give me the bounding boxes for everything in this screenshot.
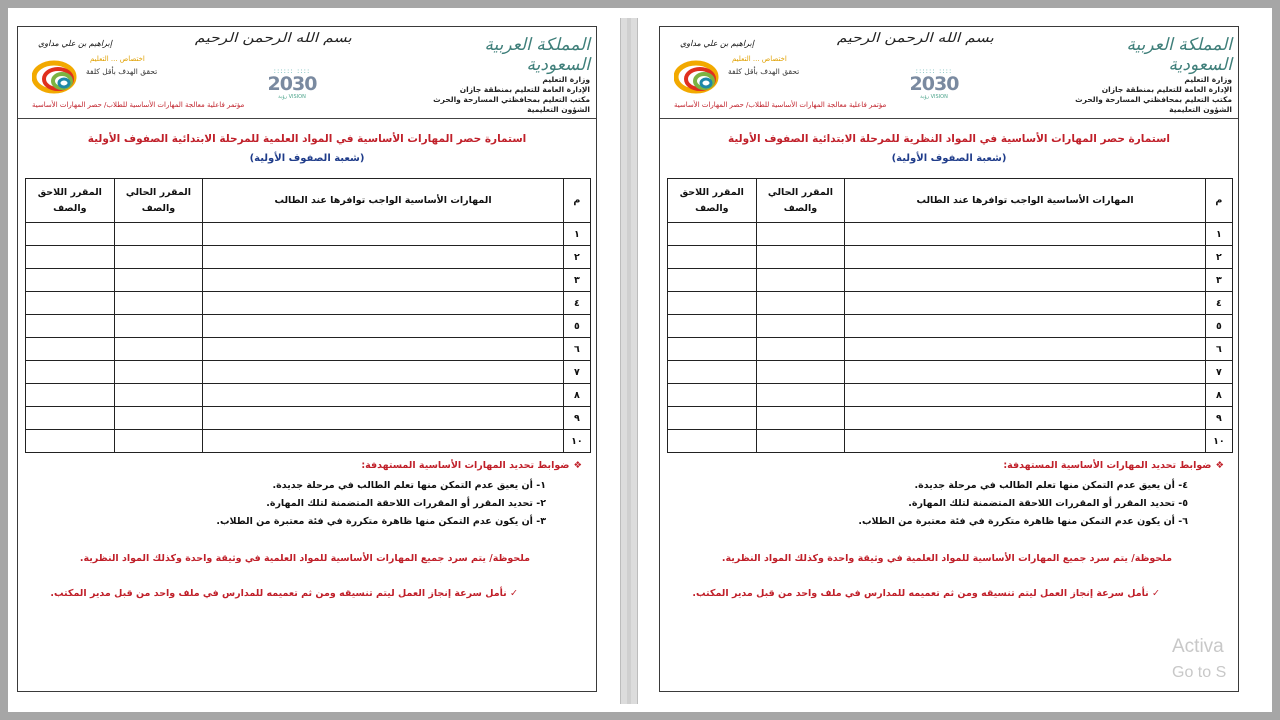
header-current-line1: المقرر الحالي — [767, 186, 834, 198]
notes-heading — [670, 460, 1224, 471]
skill-cell[interactable] — [845, 407, 1206, 430]
skill-cell[interactable] — [845, 361, 1206, 384]
next-course-cell[interactable] — [26, 384, 115, 407]
notes-heading-text: ضوابط تحديد المهارات الأساسية المستهدفة: — [361, 460, 570, 471]
table-row — [26, 338, 591, 361]
next-course-cell[interactable] — [26, 338, 115, 361]
row-number: ٦ — [1205, 338, 1232, 361]
current-course-cell[interactable] — [114, 246, 203, 269]
table-row — [26, 384, 591, 407]
skill-cell[interactable] — [845, 430, 1206, 453]
skills-table — [667, 178, 1233, 453]
table-row — [26, 430, 591, 453]
check-line-text: نأمل سرعة إنجاز العمل ليتم تنسيقه ومن ثم تعميمه للمدارس في ملف واحد من قبل مدير المكتب. — [692, 588, 1149, 599]
skill-cell[interactable] — [845, 223, 1206, 246]
table-row — [668, 338, 1233, 361]
notes-section — [28, 460, 582, 599]
row-number: ٥ — [1205, 315, 1232, 338]
next-course-cell[interactable] — [668, 430, 757, 453]
current-course-cell[interactable] — [756, 361, 845, 384]
criteria-item: ١- أن يعيق عدم التمكن منها تعلم الطالب في مرحلة جديدة. — [272, 480, 546, 491]
vision-2030-logo — [260, 67, 324, 111]
next-course-cell[interactable] — [26, 292, 115, 315]
skill-cell[interactable] — [845, 338, 1206, 361]
current-course-cell[interactable] — [756, 223, 845, 246]
current-course-cell[interactable] — [114, 407, 203, 430]
next-course-cell[interactable] — [668, 361, 757, 384]
skill-cell[interactable] — [203, 430, 564, 453]
next-course-cell[interactable] — [26, 246, 115, 269]
row-number: ٢ — [1205, 246, 1232, 269]
table-row — [668, 407, 1233, 430]
row-number: ١٠ — [1205, 430, 1232, 453]
program-logo — [32, 39, 158, 103]
checkmark-icon: ✓ — [1148, 588, 1160, 599]
header-next-line1: المقرر اللاحق — [37, 186, 102, 198]
next-course-cell[interactable] — [26, 407, 115, 430]
vision-2030-logo — [902, 67, 966, 111]
notes-heading — [28, 460, 582, 471]
notes-section — [670, 460, 1224, 599]
vision-year: 2030 — [267, 73, 317, 95]
skill-cell[interactable] — [203, 223, 564, 246]
next-course-cell[interactable] — [668, 407, 757, 430]
skill-cell[interactable] — [203, 384, 564, 407]
current-course-cell[interactable] — [756, 384, 845, 407]
row-number: ٥ — [563, 315, 590, 338]
note-line: ملحوظة/ يتم سرد جميع المهارات الأساسية للمواد العلمية في وثيقة واحدة وكذلك المواد النظرية. — [721, 553, 1172, 564]
row-number: ١ — [563, 223, 590, 246]
admin-name: الإدارة العامة للتعليم بمنطقة جازان — [1101, 85, 1232, 94]
row-number: ٤ — [1205, 292, 1232, 315]
row-number: ٧ — [563, 361, 590, 384]
header-skill: المهارات الأساسية الواجب توافرها عند الطالب — [203, 179, 564, 223]
ministry-block — [430, 35, 590, 115]
table-header-row — [26, 179, 591, 223]
checkmark-icon: ✓ — [506, 588, 518, 599]
ministry-name: وزارة التعليم — [542, 75, 590, 84]
diamond-bullet-icon: ❖ — [1215, 460, 1224, 471]
skill-cell[interactable] — [845, 292, 1206, 315]
table-row — [26, 407, 591, 430]
check-line — [670, 588, 1160, 599]
next-course-cell[interactable] — [26, 223, 115, 246]
next-course-cell[interactable] — [668, 223, 757, 246]
conference-line: مؤتمر فاعلية معالجة المهارات الأساسية للطلاب/ حصر المهارات الأساسية — [32, 101, 245, 109]
table-row — [26, 246, 591, 269]
office-name: مكتب التعليم بمحافظتي المسارحة والحرث — [1075, 95, 1232, 104]
criteria-item: ٥- تحديد المقرر أو المقررات اللاحقة المتضمنة لتلك المهارة. — [908, 498, 1188, 509]
current-course-cell[interactable] — [114, 315, 203, 338]
table-row — [668, 246, 1233, 269]
vision-year: 2030 — [909, 73, 959, 95]
current-course-cell[interactable] — [114, 384, 203, 407]
conference-line: مؤتمر فاعلية معالجة المهارات الأساسية للطلاب/ حصر المهارات الأساسية — [674, 101, 887, 109]
next-course-cell[interactable] — [668, 338, 757, 361]
form-title: استمارة حصر المهارات الأساسية في المواد النظرية للمرحلة الابتدائية الصفوف الأولية — [728, 133, 1170, 145]
page-header — [660, 27, 1238, 119]
form-subtitle: (شعبة الصفوف الأولية) — [249, 153, 365, 164]
header-current-course — [114, 179, 203, 223]
current-course-cell[interactable] — [756, 338, 845, 361]
table-row — [26, 361, 591, 384]
page-gutter — [620, 18, 638, 704]
row-number: ١٠ — [563, 430, 590, 453]
skill-cell[interactable] — [203, 269, 564, 292]
ministry-name: وزارة التعليم — [1184, 75, 1232, 84]
next-course-cell[interactable] — [668, 315, 757, 338]
row-number: ١ — [1205, 223, 1232, 246]
logo-text-secondary: تحقق الهدف بأقل كلفة — [728, 67, 800, 76]
table-row — [668, 269, 1233, 292]
current-course-cell[interactable] — [756, 269, 845, 292]
check-line-text: نأمل سرعة إنجاز العمل ليتم تنسيقه ومن ثم تعميمه للمدارس في ملف واحد من قبل مدير المكتب. — [50, 588, 507, 599]
header-next-course — [26, 179, 115, 223]
header-current-line2: والصف — [783, 202, 818, 214]
table-header-row — [668, 179, 1233, 223]
next-course-cell[interactable] — [26, 315, 115, 338]
next-course-cell[interactable] — [26, 269, 115, 292]
next-course-cell[interactable] — [26, 430, 115, 453]
row-number: ٨ — [1205, 384, 1232, 407]
basmala: بسم الله الرحمن الرحيم — [194, 31, 352, 46]
header-current-line1: المقرر الحالي — [125, 186, 192, 198]
row-number: ٩ — [563, 407, 590, 430]
office-name: مكتب التعليم بمحافظتي المسارحة والحرث — [433, 95, 590, 104]
logo-text-primary: اختصاص ... التعليم — [90, 55, 145, 63]
vision-label: VISION رؤية — [278, 94, 306, 100]
table-row — [668, 361, 1233, 384]
row-number: ٩ — [1205, 407, 1232, 430]
form-page-right — [659, 26, 1239, 692]
skill-cell[interactable] — [203, 246, 564, 269]
row-number: ٧ — [1205, 361, 1232, 384]
current-course-cell[interactable] — [756, 315, 845, 338]
notes-heading-text: ضوابط تحديد المهارات الأساسية المستهدفة: — [1003, 460, 1212, 471]
diamond-bullet-icon: ❖ — [573, 460, 582, 471]
skill-cell[interactable] — [845, 315, 1206, 338]
ministry-block — [1072, 35, 1232, 115]
table-row — [26, 269, 591, 292]
header-current-course — [756, 179, 845, 223]
current-course-cell[interactable] — [114, 223, 203, 246]
table-row — [668, 292, 1233, 315]
logo-text-secondary: تحقق الهدف بأقل كلفة — [86, 67, 158, 76]
vision-dots: :::: :::::: — [915, 67, 953, 75]
table-row — [26, 315, 591, 338]
header-m: م — [563, 179, 590, 223]
form-page-left — [17, 26, 597, 692]
header-next-line2: والصف — [695, 202, 729, 214]
row-number: ٢ — [563, 246, 590, 269]
current-course-cell[interactable] — [756, 407, 845, 430]
skill-cell[interactable] — [845, 384, 1206, 407]
vision-dots: :::: :::::: — [273, 67, 311, 75]
next-course-cell[interactable] — [26, 361, 115, 384]
kingdom-logo-text: المملكة العربية السعودية — [484, 35, 590, 75]
row-number: ٣ — [1205, 269, 1232, 292]
table-row — [668, 223, 1233, 246]
logo-author-name: إبراهيم بن علي مداوي — [680, 39, 754, 48]
current-course-cell[interactable] — [114, 338, 203, 361]
logo-text-primary: اختصاص ... التعليم — [732, 55, 787, 63]
table-row — [26, 223, 591, 246]
header-current-line2: والصف — [141, 202, 176, 214]
next-course-cell[interactable] — [668, 384, 757, 407]
header-m: م — [1205, 179, 1232, 223]
affairs-name: الشؤون التعليمية — [527, 105, 590, 114]
table-row — [668, 430, 1233, 453]
current-course-cell[interactable] — [756, 246, 845, 269]
logo-author-name: إبراهيم بن علي مداوي — [38, 39, 112, 48]
row-number: ٦ — [563, 338, 590, 361]
row-number: ٨ — [563, 384, 590, 407]
table-row — [668, 315, 1233, 338]
current-course-cell[interactable] — [114, 292, 203, 315]
form-subtitle: (شعبة الصفوف الأولية) — [891, 153, 1007, 164]
header-next-course — [668, 179, 757, 223]
current-course-cell[interactable] — [756, 430, 845, 453]
program-logo — [674, 39, 800, 103]
row-number: ٣ — [563, 269, 590, 292]
page-header — [18, 27, 596, 119]
criteria-item: ٣- أن يكون عدم التمكن منها ظاهرة متكررة في فئة معتبرة من الطلاب. — [216, 516, 546, 527]
row-number: ٤ — [563, 292, 590, 315]
skills-table — [25, 178, 591, 453]
next-course-cell[interactable] — [668, 269, 757, 292]
skill-cell[interactable] — [203, 292, 564, 315]
header-skill: المهارات الأساسية الواجب توافرها عند الطالب — [845, 179, 1206, 223]
skill-cell[interactable] — [845, 246, 1206, 269]
table-row — [26, 292, 591, 315]
criteria-item: ٦- أن يكون عدم التمكن منها ظاهرة متكررة في فئة معتبرة من الطلاب. — [858, 516, 1188, 527]
current-course-cell[interactable] — [114, 361, 203, 384]
skill-cell[interactable] — [203, 338, 564, 361]
skill-cell[interactable] — [845, 269, 1206, 292]
affairs-name: الشؤون التعليمية — [1169, 105, 1232, 114]
next-course-cell[interactable] — [668, 246, 757, 269]
rings-icon — [674, 51, 734, 99]
skill-cell[interactable] — [203, 315, 564, 338]
header-next-line1: المقرر اللاحق — [679, 186, 744, 198]
skill-cell[interactable] — [203, 407, 564, 430]
header-next-line2: والصف — [53, 202, 87, 214]
admin-name: الإدارة العامة للتعليم بمنطقة جازان — [459, 85, 590, 94]
skill-cell[interactable] — [203, 361, 564, 384]
activation-watermark-line1: Activa — [1172, 636, 1224, 657]
next-course-cell[interactable] — [668, 292, 757, 315]
form-title: استمارة حصر المهارات الأساسية في المواد العلمية للمرحلة الابتدائية الصفوف الأولية — [87, 133, 527, 145]
rings-icon — [32, 51, 92, 99]
current-course-cell[interactable] — [114, 269, 203, 292]
check-line — [28, 588, 518, 599]
activation-watermark-line2: Go to S — [1172, 664, 1227, 681]
table-row — [668, 384, 1233, 407]
basmala: بسم الله الرحمن الرحيم — [836, 31, 994, 46]
current-course-cell[interactable] — [114, 430, 203, 453]
note-line: ملحوظة/ يتم سرد جميع المهارات الأساسية للمواد العلمية في وثيقة واحدة وكذلك المواد النظرية. — [79, 553, 530, 564]
criteria-item: ٢- تحديد المقرر أو المقررات اللاحقة المتضمنة لتلك المهارة. — [266, 498, 546, 509]
vision-label: VISION رؤية — [920, 94, 948, 100]
criteria-item: ٤- أن يعيق عدم التمكن منها تعلم الطالب في مرحلة جديدة. — [914, 480, 1188, 491]
kingdom-logo-text: المملكة العربية السعودية — [1126, 35, 1232, 75]
current-course-cell[interactable] — [756, 292, 845, 315]
